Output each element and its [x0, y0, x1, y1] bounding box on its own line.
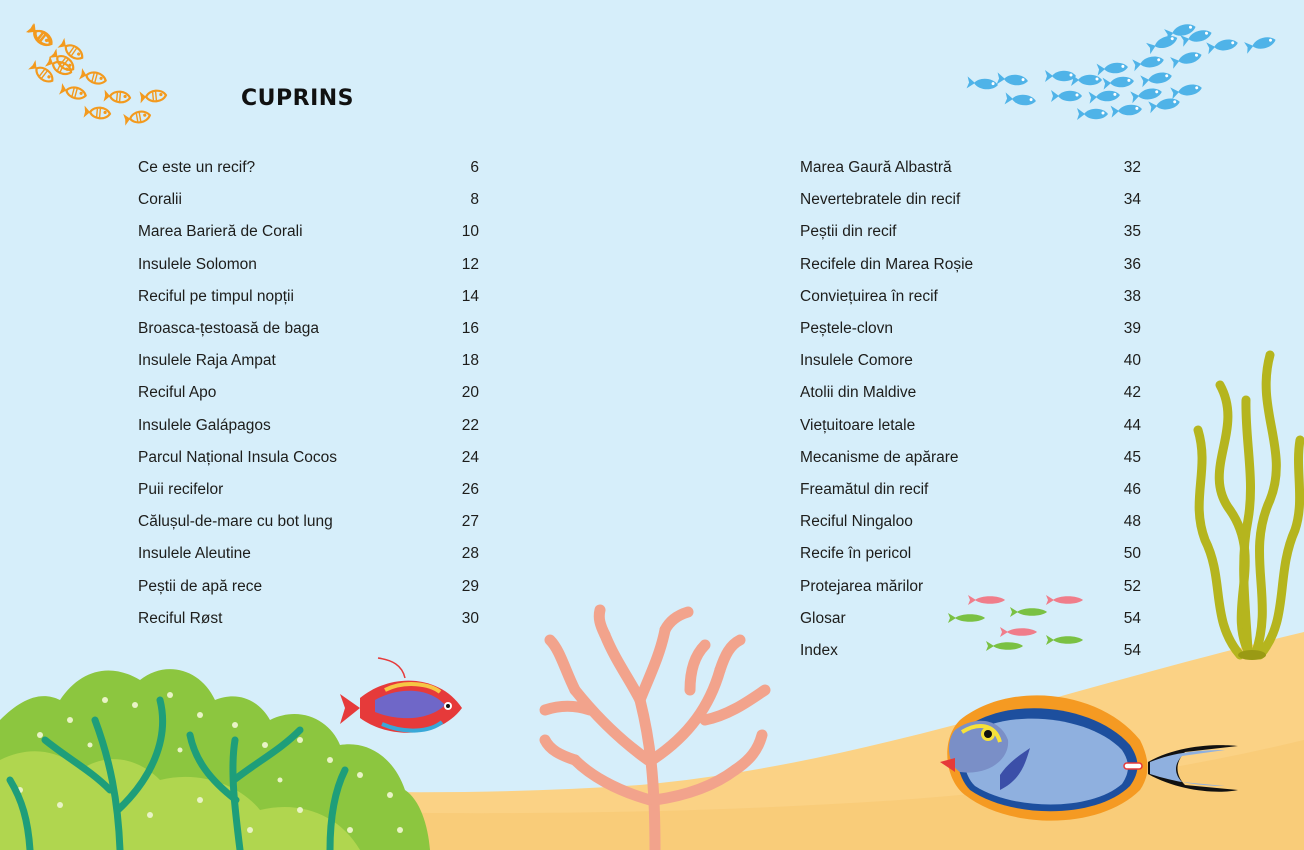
toc-entry-label: Recifele din Marea Roșie — [800, 255, 974, 273]
toc-entry-page: 42 — [1123, 384, 1141, 402]
toc-entry — [138, 474, 479, 506]
toc-entry-label: Marea Barieră de Corali — [138, 223, 303, 241]
toc-entry-label: Reciful Røst — [138, 609, 223, 627]
toc-entry-page: 44 — [1123, 416, 1141, 434]
toc-entry-label: Index — [800, 641, 838, 659]
toc-entry — [800, 281, 1141, 313]
toc-entry-label: Insulele Raja Ampat — [138, 352, 276, 370]
toc-entry-page: 34 — [1123, 191, 1141, 209]
toc-entry — [800, 474, 1141, 506]
toc-entry-label: Conviețuirea în recif — [800, 287, 938, 305]
toc-entry — [800, 216, 1141, 248]
toc-entry — [138, 410, 479, 442]
toc-entry-page: 30 — [461, 609, 479, 627]
toc-entry-page: 18 — [461, 352, 479, 370]
toc-entry — [138, 152, 479, 184]
toc-entry — [800, 603, 1141, 635]
toc-entry-page: 54 — [1123, 609, 1141, 627]
toc-entry-label: Reciful pe timpul nopții — [138, 287, 294, 305]
toc-entry-page: 27 — [461, 513, 479, 531]
toc-entry-label: Marea Gaură Albastră — [800, 159, 952, 177]
toc-entry-label: Glosar — [800, 609, 846, 627]
toc-entry-label: Freamătul din recif — [800, 480, 929, 498]
toc-entry-label: Viețuitoare letale — [800, 416, 916, 434]
toc-entry-page: 28 — [461, 545, 479, 563]
toc-entry-page: 6 — [470, 159, 479, 177]
toc-entry-page: 52 — [1123, 577, 1141, 595]
toc-entry-label: Insulele Galápagos — [138, 416, 271, 434]
toc-entry-page: 32 — [1123, 159, 1141, 177]
toc-entry — [138, 249, 479, 281]
toc-entry-page: 16 — [461, 320, 479, 338]
toc-entry-page: 36 — [1123, 255, 1141, 273]
toc-entry — [138, 538, 479, 570]
toc-left-column — [138, 152, 479, 635]
toc-entry-label: Atolii din Maldive — [800, 384, 917, 402]
toc-entry-page: 26 — [461, 480, 479, 498]
toc-entry — [800, 377, 1141, 409]
toc-entry — [800, 538, 1141, 570]
toc-entry — [138, 442, 479, 474]
seaweed — [1198, 355, 1300, 655]
toc-entry-page: 24 — [461, 448, 479, 466]
toc-entry-label: Nevertebratele din recif — [800, 191, 961, 209]
toc-entry-label: Reciful Ningaloo — [800, 513, 913, 531]
toc-entry — [138, 184, 479, 216]
toc-entry-label: Insulele Comore — [800, 352, 913, 370]
toc-entry-label: Peștii de apă rece — [138, 577, 263, 595]
toc-entry-label: Puii recifelor — [138, 480, 224, 498]
toc-entry-page: 48 — [1123, 513, 1141, 531]
toc-entry-page: 45 — [1123, 448, 1141, 466]
toc-entry-page: 20 — [461, 384, 479, 402]
toc-entry-page: 14 — [461, 287, 479, 305]
toc-entry-page: 38 — [1123, 287, 1141, 305]
toc-entry-page: 35 — [1123, 223, 1141, 241]
toc-entry-page: 39 — [1123, 320, 1141, 338]
toc-entry-label: Coralii — [138, 191, 182, 209]
toc-entry — [800, 249, 1141, 281]
toc-entry — [138, 506, 479, 538]
toc-entry — [138, 603, 479, 635]
toc-entry — [138, 377, 479, 409]
toc-entry-page: 10 — [461, 223, 479, 241]
toc-entry-page: 40 — [1123, 352, 1141, 370]
blue-fish-school — [967, 21, 1278, 120]
toc-entry-label: Mecanisme de apărare — [800, 448, 959, 466]
toc-entry-page: 22 — [461, 416, 479, 434]
toc-entry-label: Protejarea mărilor — [800, 577, 924, 595]
toc-entry — [800, 635, 1141, 667]
toc-entry — [138, 345, 479, 377]
toc-entry-page: 46 — [1123, 480, 1141, 498]
toc-entry-label: Peștele-clovn — [800, 320, 894, 338]
toc-entry-label: Insulele Aleutine — [138, 545, 251, 563]
toc-entry — [138, 281, 479, 313]
toc-entry-page: 50 — [1123, 545, 1141, 563]
toc-entry — [800, 345, 1141, 377]
toc-entry-page: 8 — [470, 191, 479, 209]
red-reef-fish — [340, 658, 462, 733]
toc-entry-label: Broasca-țestoasă de baga — [138, 320, 319, 338]
toc-entry — [800, 184, 1141, 216]
toc-entry — [800, 506, 1141, 538]
toc-entry-page: 54 — [1123, 641, 1141, 659]
toc-entry — [138, 313, 479, 345]
toc-entry-page: 29 — [461, 577, 479, 595]
toc-entry-label: Insulele Solomon — [138, 255, 257, 273]
toc-entry — [800, 410, 1141, 442]
toc-entry — [138, 570, 479, 602]
toc-entry-label: Recife în pericol — [800, 545, 912, 563]
toc-entry-page: 12 — [461, 255, 479, 273]
toc-entry — [800, 442, 1141, 474]
toc-entry-label: Reciful Apo — [138, 384, 217, 402]
toc-entry — [138, 216, 479, 248]
toc-entry-label: Parcul Național Insula Cocos — [138, 448, 338, 466]
toc-entry-label: Ce este un recif? — [138, 159, 256, 177]
toc-entry — [800, 313, 1141, 345]
toc-entry-label: Peștii din recif — [800, 223, 897, 241]
toc-entry — [800, 152, 1141, 184]
toc-entry-label: Călușul-de-mare cu bot lung — [138, 513, 333, 531]
toc-entry — [800, 570, 1141, 602]
toc-right-column — [800, 152, 1141, 667]
page-title: CUPRINS — [241, 86, 355, 111]
